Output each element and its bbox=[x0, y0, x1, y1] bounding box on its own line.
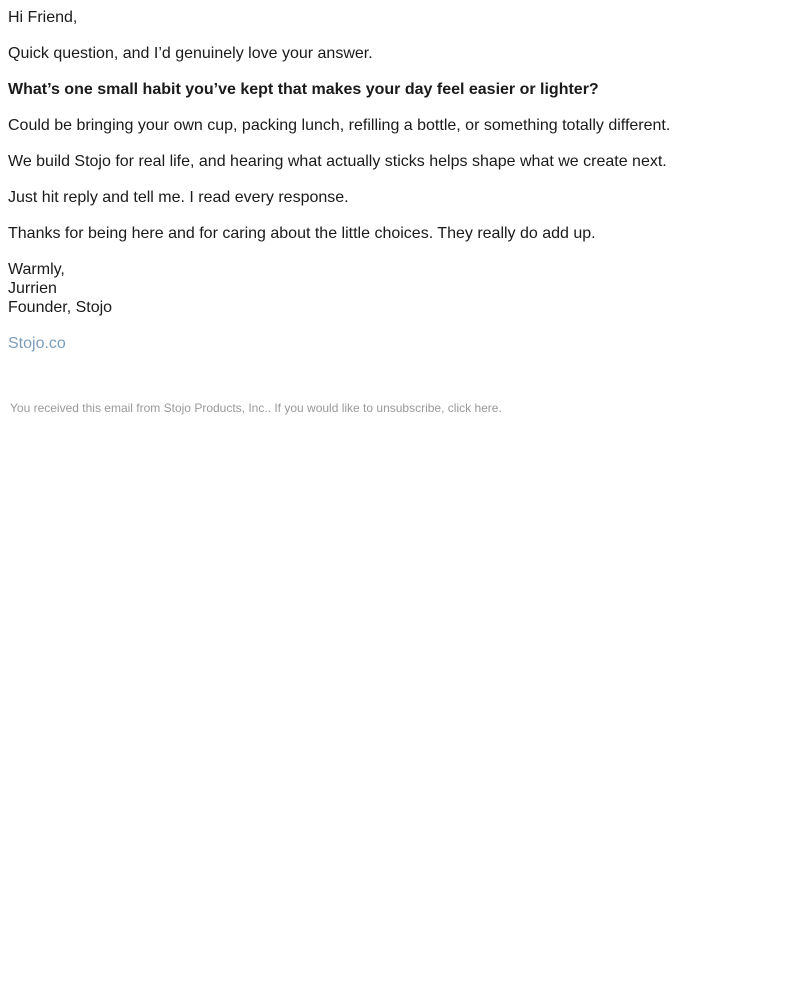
intro-paragraph: Quick question, and I’d genuinely love your answer. bbox=[8, 45, 373, 62]
cta-paragraph: Just hit reply and tell me. I read every response. bbox=[8, 189, 349, 206]
examples-paragraph: Could be bringing your own cup, packing lunch, refilling a bottle, or something totally different. bbox=[8, 117, 671, 134]
signature-closing: Warmly, bbox=[8, 261, 65, 278]
unsubscribe-link[interactable]: click here bbox=[447, 401, 499, 415]
signature-name: Jurrien bbox=[8, 280, 57, 297]
footer-text-after: . bbox=[498, 401, 502, 415]
question-paragraph: What’s one small habit you’ve kept that makes your day feel easier or lighter? bbox=[8, 81, 599, 98]
thanks-paragraph: Thanks for being here and for caring about the little choices. They really do add up. bbox=[8, 225, 596, 242]
signature-title: Founder, Stojo bbox=[8, 299, 113, 316]
email-body bbox=[0, 0, 800, 441]
footer-text bbox=[10, 401, 792, 416]
footer-text-before: You received this email from Stojo Products, Inc.. If you would like to unsubscribe, bbox=[10, 401, 448, 415]
signature-block bbox=[8, 260, 792, 317]
site-link-paragraph bbox=[8, 334, 792, 353]
context-paragraph: We build Stojo for real life, and hearing what actually sticks helps shape what we create next. bbox=[8, 153, 667, 170]
greeting: Hi Friend, bbox=[8, 9, 78, 26]
stojo-site-link[interactable]: Stojo.co bbox=[8, 335, 66, 352]
